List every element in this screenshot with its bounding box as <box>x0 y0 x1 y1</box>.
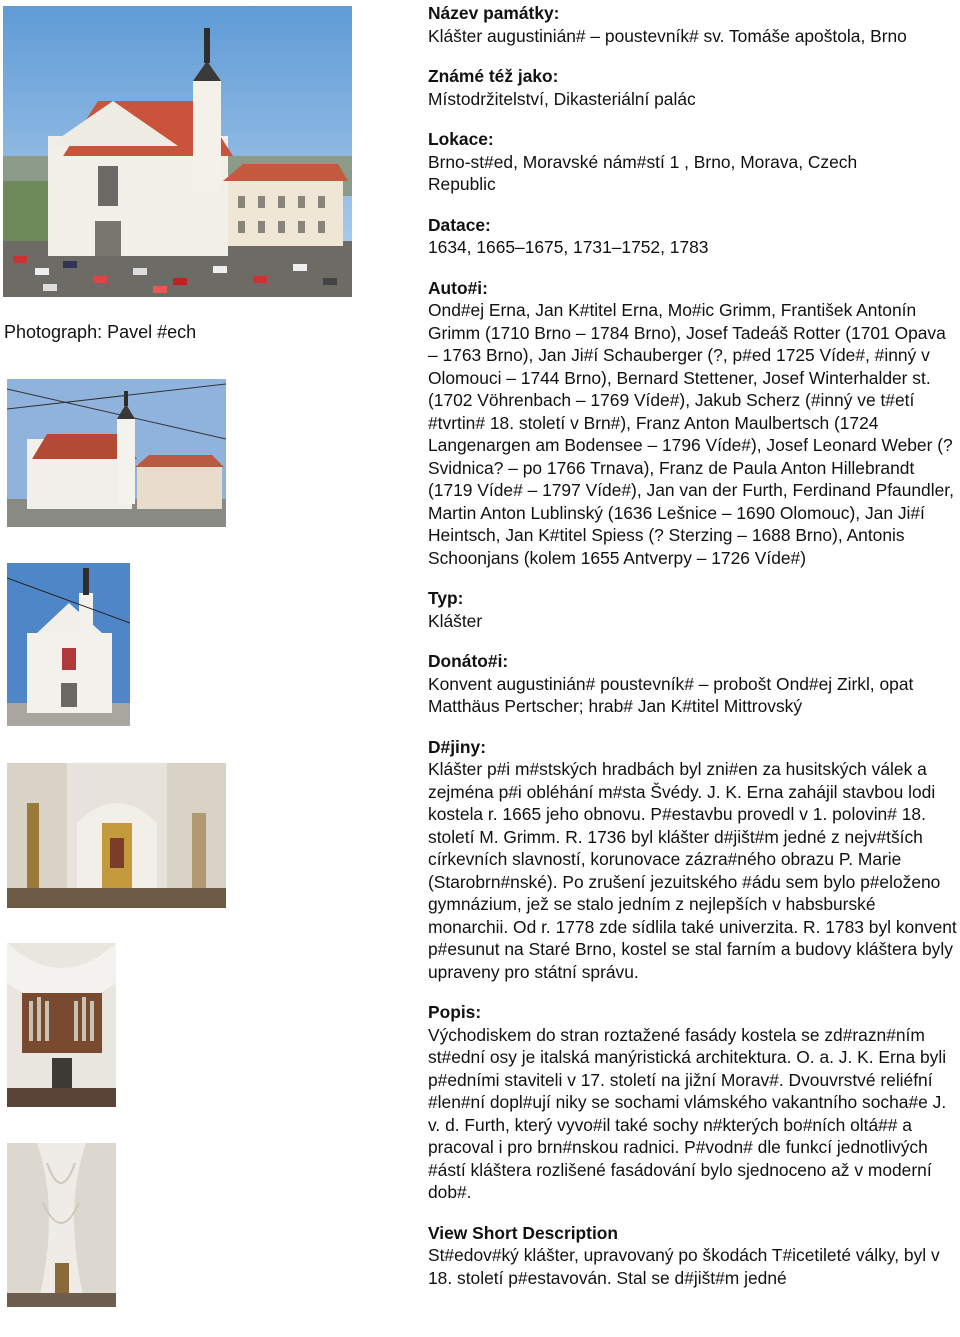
field-value: Místodržitelství, Dikasteriální palác <box>428 88 696 109</box>
field-value: 1634, 1665–1675, 1731–1752, 1783 <box>428 237 709 257</box>
field-history <box>428 736 958 984</box>
photo-credit: Photograph: Pavel #ech <box>4 322 197 342</box>
field-type <box>428 587 958 632</box>
field-label: Datace: <box>428 214 491 235</box>
field-label: D#jiny: <box>428 736 486 757</box>
field-authors <box>428 277 958 570</box>
field-value: Klášter p#i m#stských hradbách byl zni#en za husitských válek a zejména p#i obléhání m#sta Švédy. J. K. Erna zahájil stavbou lodi kostela r. 1665 jeho obnovu. P#estavbu provedl v 1. polovin# 18. století M. Grimm. R. 1736 byl klášter d#jišt#m jedné z nejv#tších církevních slavností, korunovace zázra#ného obrazu P. Marie (Starobrn#nské). Po zrušení jezuitského #ádu sem bylo p#eloženo gymnázium, jež se stalo jedním z nejlepších v habsburské monarchii. Od r. 1778 zde sídlila také univerzita. R. 1783 byl konvent p#esunut na Staré Brno, kostel se stal farním a budovy kláštera byly upraveny pro státní správu. <box>428 759 957 982</box>
field-value: St#edov#ký klášter, upravovaný po škodách T#icetileté války, byl v 18. století p#estavován. Stal se d#jišt#m jedné <box>428 1245 940 1288</box>
field-label: Známé též jako: <box>428 66 559 86</box>
field-label: Lokace: <box>428 129 494 149</box>
field-value: Ond#ej Erna, Jan K#titel Erna, Mo#ic Grimm, František Antonín Grimm (1710 Brno – 1784 Brno), Josef Tadeáš Rotter (1701 Opava – 1763 Brno), Jan Ji#í Schauberger (?, p#ed 1725 Víde#, #inný v Olomouci – 1744 Brno), Bernard Stettener, Josef Winterhalder st. (1702 Vöhrenbach – 1769 Víde#), Jakub Scherz (#inný ve t#etí #tvrtin# 18. století v Brn#), Franz Anton Maulbertsch (1724 Langenargen am Bodensee – 1796 Víde#), Josef Leonard Weber (? Svidnica? – po 1766 Trnava), Franz de Paula Anton Hillebrandt (1719 Víde# – 1797 Víde#), Jan van der Furth, Ferdinand Pfaundler, Martin Anton Lublinský (1636 Lešnice – 1690 Olomouc), Jan Ji#í Heintsch, Jan K#titel Spiess (? Sterzing – 1688 Brno), Antonis Schoonjans (kolem 1655 Antverpy – 1726 Víde#) <box>428 300 954 568</box>
photo-facade <box>7 563 130 726</box>
field-label: Popis: <box>428 1002 482 1022</box>
field-label: Donáto#i: <box>428 651 509 671</box>
field-short-description <box>428 1222 958 1290</box>
photo-organ <box>7 943 116 1107</box>
field-also-known-as <box>428 65 958 110</box>
field-label: Název památky: <box>428 3 560 23</box>
field-label: Auto#i: <box>428 277 488 298</box>
field-label: View Short Description <box>428 1222 619 1243</box>
photo-aerial-view <box>3 6 352 297</box>
field-donors <box>428 650 958 718</box>
field-value: Východiskem do stran roztažené fasády kostela se zd#razn#ním st#ední osy je italská manýristická architektura. O. a. J. K. Erna byli p#edními staviteli v 17. století na jižní Morav#. Dvouvrstvé reliéfní #len#ní dopl#ují niky se sochami vlámského vakantního socha#e J. v. d. Furth, který vyvo#il také sochy n#kterých bo#ních oltá## a pracoval i pro brn#nskou radnici. P#vodn# dle funkcí jednotlivých #ástí kláštera rozlišené fasádování bylo sjednoceno až v moderní dob#. <box>428 1024 947 1202</box>
field-value: Klášter <box>428 610 483 631</box>
field-description <box>428 1001 958 1204</box>
field-label: Typ: <box>428 588 464 608</box>
photo-vault <box>7 1143 116 1307</box>
photo-street-view <box>7 379 226 527</box>
field-name <box>428 2 958 47</box>
field-location <box>428 128 958 196</box>
field-value: Klášter augustinián# – poustevník# sv. Tomáše apoštola, Brno <box>428 25 907 46</box>
monument-record <box>428 2 958 1307</box>
field-value: Brno-st#ed, Moravské nám#stí 1 , Brno, Morava, Czech Republic <box>428 151 858 194</box>
photo-interior-nave <box>7 763 226 908</box>
field-dating <box>428 214 958 259</box>
field-value: Konvent augustinián# poustevník# – probošt Ond#ej Zirkl, opat Matthäus Pertscher; hrab# Jan K#titel Mittrovský <box>428 673 914 716</box>
